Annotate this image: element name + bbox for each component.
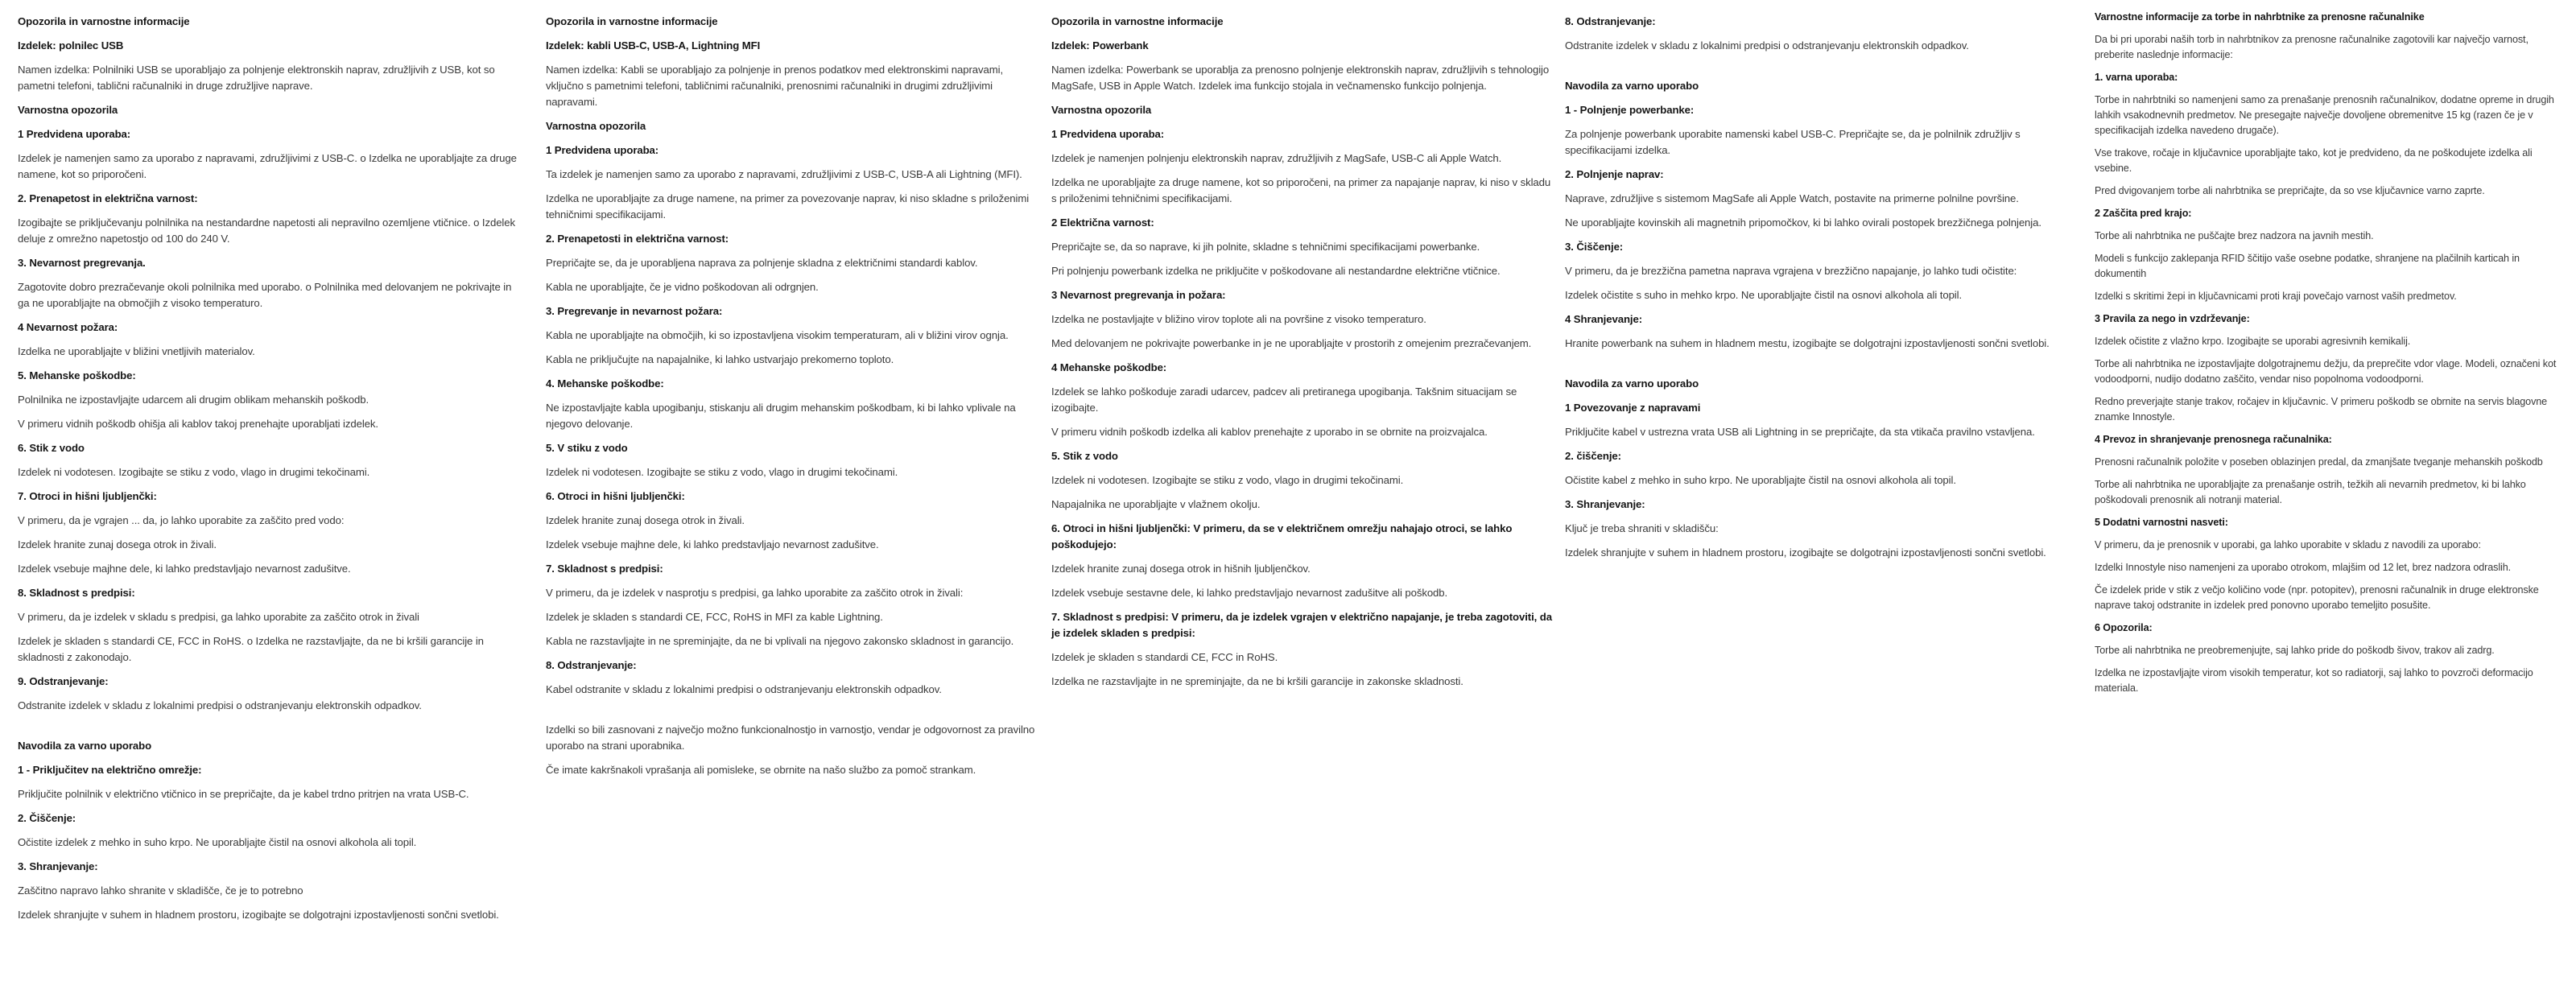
document-column-usb-charger bbox=[18, 14, 518, 931]
paragraph: Izdelki s skritimi žepi in ključavnicami proti kraji povečajo varnost vaših predmetov. bbox=[2095, 291, 2457, 302]
paragraph: V primeru, da je prenosnik v uporabi, ga lahko uporabite v skladu z navodili za uporabo: bbox=[2095, 539, 2481, 550]
paragraph: V primeru vidnih poškodb ohišja ali kablov takoj prenehajte uporabljati izdelek. bbox=[18, 418, 378, 430]
paragraph: Prepričajte se, da so naprave, ki jih polnite, skladne s tehničnimi specifikacijami powerbanke. bbox=[1051, 241, 1480, 253]
section-heading: 1 Povezovanje z napravami bbox=[1565, 402, 1701, 414]
paragraph: Pri polnjenju powerbank izdelka ne priključite v poškodovane ali nestandardne električne vtičnice. bbox=[1051, 265, 1501, 277]
paragraph: Napajalnika ne uporabljajte v vlažnem okolju. bbox=[1051, 498, 1261, 510]
paragraph: Izdelek očistite z vlažno krpo. Izogibajte se uporabi agresivnih kemikalij. bbox=[2095, 336, 2411, 347]
section-heading: 1 Predvidena uporaba: bbox=[18, 128, 131, 140]
paragraph: Izdelka ne postavljajte v bližino virov toplote ali na površine z visoko temperaturo. bbox=[1051, 313, 1426, 325]
section-heading: Navodila za varno uporabo bbox=[1565, 377, 1699, 390]
section-heading: 4. Mehanske poškodbe: bbox=[546, 377, 664, 390]
paragraph: Če izdelek pride v stik z večjo količino vode (npr. potopitev), prenosni računalnik in druge elektronske naprave takoj odstranite in izdelek pred ponovno uporabo temeljito posušite. bbox=[2095, 584, 2539, 611]
section-heading: 5 Dodatni varnostni nasveti: bbox=[2095, 517, 2228, 528]
paragraph: Naprave, združljive s sistemom MagSafe ali Apple Watch, postavite na primerne polnilne površine. bbox=[1565, 192, 2019, 204]
paragraph: Modeli s funkcijo zaklepanja RFID ščitijo vaše osebne podatke, shranjene na plačilnih karticah in dokumentih bbox=[2095, 253, 2520, 279]
document-column-cables bbox=[546, 14, 1041, 786]
paragraph: Redno preverjajte stanje trakov, ročajev in ključavnic. V primeru poškodb se obrnite na servis blagovne znamke Innostyle. bbox=[2095, 396, 2548, 423]
paragraph: Izdelek ni vodotesen. Izogibajte se stiku z vodo, vlago in drugimi tekočinami. bbox=[18, 466, 370, 478]
paragraph: Prenosni računalnik položite v poseben oblazinjen predal, da zmanjšate tveganje mehanskih poškodb bbox=[2095, 456, 2543, 468]
paragraph: Če imate kakršnakoli vprašanja ali pomisleke, se obrnite na našo službo za pomoč strankam. bbox=[546, 764, 976, 776]
paragraph: Izdelek hranite zunaj dosega otrok in hišnih ljubljenčkov. bbox=[1051, 563, 1311, 575]
section-heading: 4 Shranjevanje: bbox=[1565, 313, 1642, 325]
paragraph: Da bi pri uporabi naših torb in nahrbtnikov za prenosne računalnike zagotovili kar največjo varnost, preberite naslednje informacije: bbox=[2095, 34, 2529, 60]
paragraph: Odstranite izdelek v skladu z lokalnimi predpisi o odstranjevanju elektronskih odpadkov. bbox=[18, 699, 422, 711]
paragraph: Izdelek je namenjen polnjenju elektronskih naprav, združljivih z MagSafe, USB-C ali Apple Watch. bbox=[1051, 152, 1502, 164]
paragraph: Izdelek je skladen s standardi CE, FCC, RoHS in MFI za kable Lightning. bbox=[546, 611, 883, 623]
paragraph: Izdelki so bili zasnovani z največjo možno funkcionalnostjo in varnostjo, vendar je odgovornost za pravilno uporabo na strani uporabnika. bbox=[546, 724, 1035, 752]
section-heading: 1. varna uporaba: bbox=[2095, 72, 2178, 83]
section-heading: 2. Prenapetost in električna varnost: bbox=[18, 192, 198, 204]
section-heading: 6. Otroci in hišni ljubljenčki: bbox=[546, 490, 685, 502]
paragraph: Izdelek se lahko poškoduje zaradi udarcev, padcev ali pretiranega upogibanja. Takšnim situacijam se izogibajte. bbox=[1051, 385, 1517, 414]
section-heading: 1 - Polnjenje powerbanke: bbox=[1565, 104, 1695, 116]
paragraph: Očistite kabel z mehko in suho krpo. Ne uporabljajte čistil na osnovi alkohola ali topil. bbox=[1565, 474, 1956, 486]
section-heading: 3 Nevarnost pregrevanja in požara: bbox=[1051, 289, 1226, 301]
section-heading: Varnostna opozorila bbox=[18, 104, 118, 116]
paragraph: Odstranite izdelek v skladu z lokalnimi predpisi o odstranjevanju elektronskih odpadkov. bbox=[1565, 39, 1969, 52]
paragraph: Izdelek vsebuje majhne dele, ki lahko predstavljajo nevarnost zadušitve. bbox=[546, 538, 879, 550]
section-heading: 2 Električna varnost: bbox=[1051, 216, 1154, 229]
section-heading: 3. Nevarnost pregrevanja. bbox=[18, 257, 146, 269]
paragraph: Izdelek očistite s suho in mehko krpo. Ne uporabljajte čistil na osnovi alkohola ali topil. bbox=[1565, 289, 1963, 301]
paragraph: Torbe ali nahrbtnika ne izpostavljajte dolgotrajnemu dežju, da preprečite vdor vlage. Modeli, označeni kot vodoodporni, nudijo dodatno zaščito, vendar niso popolnoma vodoodporni. bbox=[2095, 358, 2557, 385]
paragraph: Prepričajte se, da je uporabljena naprava za polnjenje skladna z električnimi standardi kablov. bbox=[546, 257, 978, 269]
section-heading: 6. Stik z vodo bbox=[18, 442, 85, 454]
paragraph: Zaščitno napravo lahko shranite v skladišče, če je to potrebno bbox=[18, 884, 303, 897]
section-heading: 3. Shranjevanje: bbox=[1565, 498, 1645, 510]
paragraph: Izdelek je namenjen samo za uporabo z napravami, združljivimi z USB-C. o Izdelka ne uporabljajte za druge namene, kot so priporočeni. bbox=[18, 152, 517, 180]
paragraph: Torbe ali nahrbtnika ne puščajte brez nadzora na javnih mestih. bbox=[2095, 230, 2374, 241]
section-heading: 3 Pravila za nego in vzdrževanje: bbox=[2095, 313, 2250, 324]
paragraph: V primeru, da je izdelek v nasprotju s predpisi, ga lahko uporabite za zaščito otrok in živali: bbox=[546, 587, 964, 599]
section-heading: 7. Skladnost s predpisi: bbox=[546, 563, 663, 575]
section-heading: 7. Otroci in hišni ljubljenčki: bbox=[18, 490, 157, 502]
paragraph: Kabla ne uporabljajte, če je vidno poškodovan ali odrgnjen. bbox=[546, 281, 819, 293]
paragraph: Izdelka ne uporabljajte za druge namene, kot so priporočeni, na primer za napajanje naprav, ki niso v skladu s priloženimi tehničnimi specifikacijami. bbox=[1051, 176, 1551, 204]
paragraph: Izdelek ni vodotesen. Izogibajte se stiku z vodo, vlago in drugimi tekočinami. bbox=[1051, 474, 1404, 486]
section-heading: 5. Stik z vodo bbox=[1051, 450, 1118, 462]
section-heading: Opozorila in varnostne informacije bbox=[1051, 15, 1224, 27]
section-heading: 9. Odstranjevanje: bbox=[18, 675, 109, 687]
section-heading: 1 Predvidena uporaba: bbox=[1051, 128, 1165, 140]
section-heading: 2. Čiščenje: bbox=[18, 812, 76, 824]
paragraph: Kabla ne razstavljajte in ne spreminjajte, da ne bi vplivali na njegovo zakonsko skladnost in garancijo. bbox=[546, 635, 1014, 647]
section-heading: 8. Odstranjevanje: bbox=[546, 659, 637, 671]
paragraph: Očistite izdelek z mehko in suho krpo. Ne uporabljajte čistil na osnovi alkohola ali topil. bbox=[18, 836, 417, 848]
section-heading: 3. Čiščenje: bbox=[1565, 241, 1624, 253]
section-heading: 2. Polnjenje naprav: bbox=[1565, 168, 1664, 180]
paragraph: Izdelek vsebuje majhne dele, ki lahko predstavljajo nevarnost zadušitve. bbox=[18, 563, 351, 575]
section-heading: Izdelek: kabli USB-C, USB-A, Lightning MFI bbox=[546, 39, 761, 52]
section-heading: 6 Opozorila: bbox=[2095, 622, 2153, 633]
paragraph: Izogibajte se priključevanju polnilnika na nestandardne napetosti ali nepravilno ozemljene vtičnice. o Izdelek deluje z omrežno napetostjo od 100 do 240 V. bbox=[18, 216, 515, 245]
paragraph: Ta izdelek je namenjen samo za uporabo z napravami, združljivimi z USB-C, USB-A ali Lightning (MFI). bbox=[546, 168, 1022, 180]
paragraph: Za polnjenje powerbank uporabite namenski kabel USB-C. Prepričajte se, da je polnilnik združljiv s specifikacijami izdelka. bbox=[1565, 128, 2021, 156]
section-heading: Izdelek: polnilec USB bbox=[18, 39, 124, 52]
paragraph: Izdelek ni vodotesen. Izogibajte se stiku z vodo, vlago in drugimi tekočinami. bbox=[546, 466, 898, 478]
paragraph: Izdelka ne uporabljajte v bližini vnetljivih materialov. bbox=[18, 345, 255, 357]
section-heading: 5. Mehanske poškodbe: bbox=[18, 369, 136, 381]
section-heading: Izdelek: Powerbank bbox=[1051, 39, 1149, 52]
section-heading: 6. Otroci in hišni ljubljenčki: V primeru, da se v električnem omrežju nahajajo otroci, se lahko poškodujejo: bbox=[1051, 522, 1513, 550]
paragraph: Izdelek hranite zunaj dosega otrok in živali. bbox=[18, 538, 217, 550]
section-heading: Navodila za varno uporabo bbox=[1565, 80, 1699, 92]
paragraph: Izdelek shranjujte v suhem in hladnem prostoru, izogibajte se dolgotrajni izpostavljenosti sončni svetlobi. bbox=[18, 909, 499, 921]
paragraph: Izdelek hranite zunaj dosega otrok in živali. bbox=[546, 514, 745, 526]
paragraph: V primeru, da je vgrajen ... da, jo lahko uporabite za zaščito pred vodo: bbox=[18, 514, 345, 526]
paragraph: Pred dvigovanjem torbe ali nahrbtnika se prepričajte, da so vse ključavnice varno zaprte. bbox=[2095, 185, 2485, 196]
paragraph: Kabel odstranite v skladu z lokalnimi predpisi o odstranjevanju elektronskih odpadkov. bbox=[546, 683, 942, 695]
paragraph: Ne uporabljajte kovinskih ali magnetnih pripomočkov, ki bi lahko ovirali postopek brezžičnega polnjenja. bbox=[1565, 216, 2041, 229]
paragraph: Izdelki Innostyle niso namenjeni za uporabo otrokom, mlajšim od 12 let, brez nadzora odraslih. bbox=[2095, 562, 2512, 573]
paragraph: Izdelka ne uporabljajte za druge namene, na primer za povezovanje naprav, ki niso skladne s priloženimi tehničnimi specifikacijami. bbox=[546, 192, 1030, 221]
section-heading: 1 Predvidena uporaba: bbox=[546, 144, 659, 156]
document-column-laptop-bags bbox=[2095, 10, 2570, 703]
section-heading: 3. Pregrevanje in nevarnost požara: bbox=[546, 305, 723, 317]
section-heading: Varnostna opozorila bbox=[546, 120, 646, 132]
section-heading: 5. V stiku z vodo bbox=[546, 442, 628, 454]
section-heading: 4 Mehanske poškodbe: bbox=[1051, 361, 1167, 373]
paragraph: Hranite powerbank na suhem in hladnem mestu, izogibajte se dolgotrajni izpostavljenosti sončni svetlobi. bbox=[1565, 337, 2050, 349]
paragraph: Izdelka ne izpostavljajte virom visokih temperatur, kot so radiatorji, saj lahko to povzroči deformacijo materiala. bbox=[2095, 667, 2533, 694]
section-heading: Varnostna opozorila bbox=[1051, 104, 1152, 116]
paragraph: Priključite polnilnik v električno vtičnico in se prepričajte, da je kabel trdno pritrjen na vrata USB-C. bbox=[18, 788, 469, 800]
document-column-usage-instructions bbox=[1565, 14, 2070, 569]
paragraph: Izdelek je skladen s standardi CE, FCC in RoHS. o Izdelka ne razstavljajte, da ne bi kršili garancije in skladnosti z zakonodajo. bbox=[18, 635, 484, 663]
paragraph: Med delovanjem ne pokrivajte powerbanke in je ne uporabljajte v prostorih z omejenim prezračevanjem. bbox=[1051, 337, 1532, 349]
section-heading: Opozorila in varnostne informacije bbox=[18, 15, 190, 27]
paragraph: Polnilnika ne izpostavljajte udarcem ali drugim oblikam mehanskih poškodb. bbox=[18, 394, 369, 406]
paragraph: Vse trakove, ročaje in ključavnice uporabljajte tako, kot je predvideno, da ne poškodujete izdelka ali vsebine. bbox=[2095, 147, 2533, 174]
paragraph: Kabla ne priključujte na napajalnike, ki lahko ustvarjajo prekomerno toploto. bbox=[546, 353, 894, 365]
paragraph: Torbe ali nahrbtnika ne preobremenjujte, saj lahko pride do poškodb šivov, trakov ali zadrg. bbox=[2095, 645, 2495, 656]
paragraph: Torbe in nahrbtniki so namenjeni samo za prenašanje prenosnih računalnikov, dodatne opreme in drugih lahkih vsakodnevnih predmetov. Ne presegajte največje dovoljene obremenitve 15 kg (razen če je v specifikacijah izdelka navedeno drugače). bbox=[2095, 94, 2554, 136]
paragraph: Izdelek je skladen s standardi CE, FCC in RoHS. bbox=[1051, 651, 1278, 663]
paragraph: Priključite kabel v ustrezna vrata USB ali Lightning in se prepričajte, da sta vtikača pravilno vstavljena. bbox=[1565, 426, 2035, 438]
section-heading: 8. Skladnost s predpisi: bbox=[18, 587, 135, 599]
section-heading: 2 Zaščita pred krajo: bbox=[2095, 208, 2192, 219]
section-heading: 7. Skladnost s predpisi: V primeru, da je izdelek vgrajen v električno napajanje, je treba zagotoviti, da je izdelek skladen s predpisi: bbox=[1051, 611, 1552, 639]
paragraph: Ključ je treba shraniti v skladišču: bbox=[1565, 522, 1719, 534]
paragraph: Izdelka ne razstavljajte in ne spreminjajte, da ne bi kršili garancije in zakonske skladnosti. bbox=[1051, 675, 1463, 687]
section-heading: 2. Prenapetosti in električna varnost: bbox=[546, 233, 729, 245]
paragraph: Torbe ali nahrbtnika ne uporabljajte za prenašanje ostrih, težkih ali nevarnih predmetov, ki bi lahko poškodovali prenosnik ali notranji material. bbox=[2095, 479, 2526, 505]
section-heading: 2. čiščenje: bbox=[1565, 450, 1621, 462]
section-heading: Navodila za varno uporabo bbox=[18, 740, 152, 752]
paragraph: V primeru, da je izdelek v skladu s predpisi, ga lahko uporabite za zaščito otrok in živali bbox=[18, 611, 419, 623]
section-heading: 8. Odstranjevanje: bbox=[1565, 15, 1656, 27]
paragraph: Izdelek shranjujte v suhem in hladnem prostoru, izogibajte se dolgotrajni izpostavljenosti sončni svetlobi. bbox=[1565, 546, 2046, 559]
paragraph: Namen izdelka: Polnilniki USB se uporabljajo za polnjenje elektronskih naprav, združljivih z USB, kot so pametni telefoni, tablični računalniki in druge združljive naprave. bbox=[18, 64, 495, 92]
paragraph: V primeru, da je brezžična pametna naprava vgrajena v brezžično napajanje, jo lahko tudi očistite: bbox=[1565, 265, 2017, 277]
paragraph: Namen izdelka: Kabli se uporabljajo za polnjenje in prenos podatkov med elektronskimi napravami, vključno s pametnimi telefoni, tabličnimi računalniki, prenosnimi računalniki in drugimi združljivimi napravami. bbox=[546, 64, 1004, 108]
section-heading: 1 - Priključitev na električno omrežje: bbox=[18, 764, 202, 776]
paragraph: Ne izpostavljajte kabla upogibanju, stiskanju ali drugim mehanskim poškodbam, ki bi lahko vplivale na njegovo delovanje. bbox=[546, 402, 1016, 430]
paragraph: Zagotovite dobro prezračevanje okoli polnilnika med uporabo. o Polnilnika med delovanjem ne pokrivajte in ga ne uporabljajte na območjih z visoko temperaturo. bbox=[18, 281, 512, 309]
section-heading: 3. Shranjevanje: bbox=[18, 860, 98, 872]
section-heading: Opozorila in varnostne informacije bbox=[546, 15, 718, 27]
paragraph: V primeru vidnih poškodb izdelka ali kablov prenehajte z uporabo in se obrnite na proizvajalca. bbox=[1051, 426, 1488, 438]
paragraph: Kabla ne uporabljajte na območjih, ki so izpostavljena visokim temperaturam, ali v bližini virov ognja. bbox=[546, 329, 1009, 341]
paragraph: Izdelek vsebuje sestavne dele, ki lahko predstavljajo nevarnost zadušitve ali poškodb. bbox=[1051, 587, 1448, 599]
document-column-powerbank bbox=[1051, 14, 1557, 698]
paragraph: Namen izdelka: Powerbank se uporablja za prenosno polnjenje elektronskih naprav, združljivih s tehnologijo MagSafe, USB in Apple Watch. Izdelek ima funkcijo stojala in večnamensko funkcijo polnjenja. bbox=[1051, 64, 1550, 92]
section-heading: 4 Prevoz in shranjevanje prenosnega računalnika: bbox=[2095, 434, 2332, 445]
section-heading: Varnostne informacije za torbe in nahrbtnike za prenosne računalnike bbox=[2095, 11, 2425, 23]
section-heading: 4 Nevarnost požara: bbox=[18, 321, 118, 333]
